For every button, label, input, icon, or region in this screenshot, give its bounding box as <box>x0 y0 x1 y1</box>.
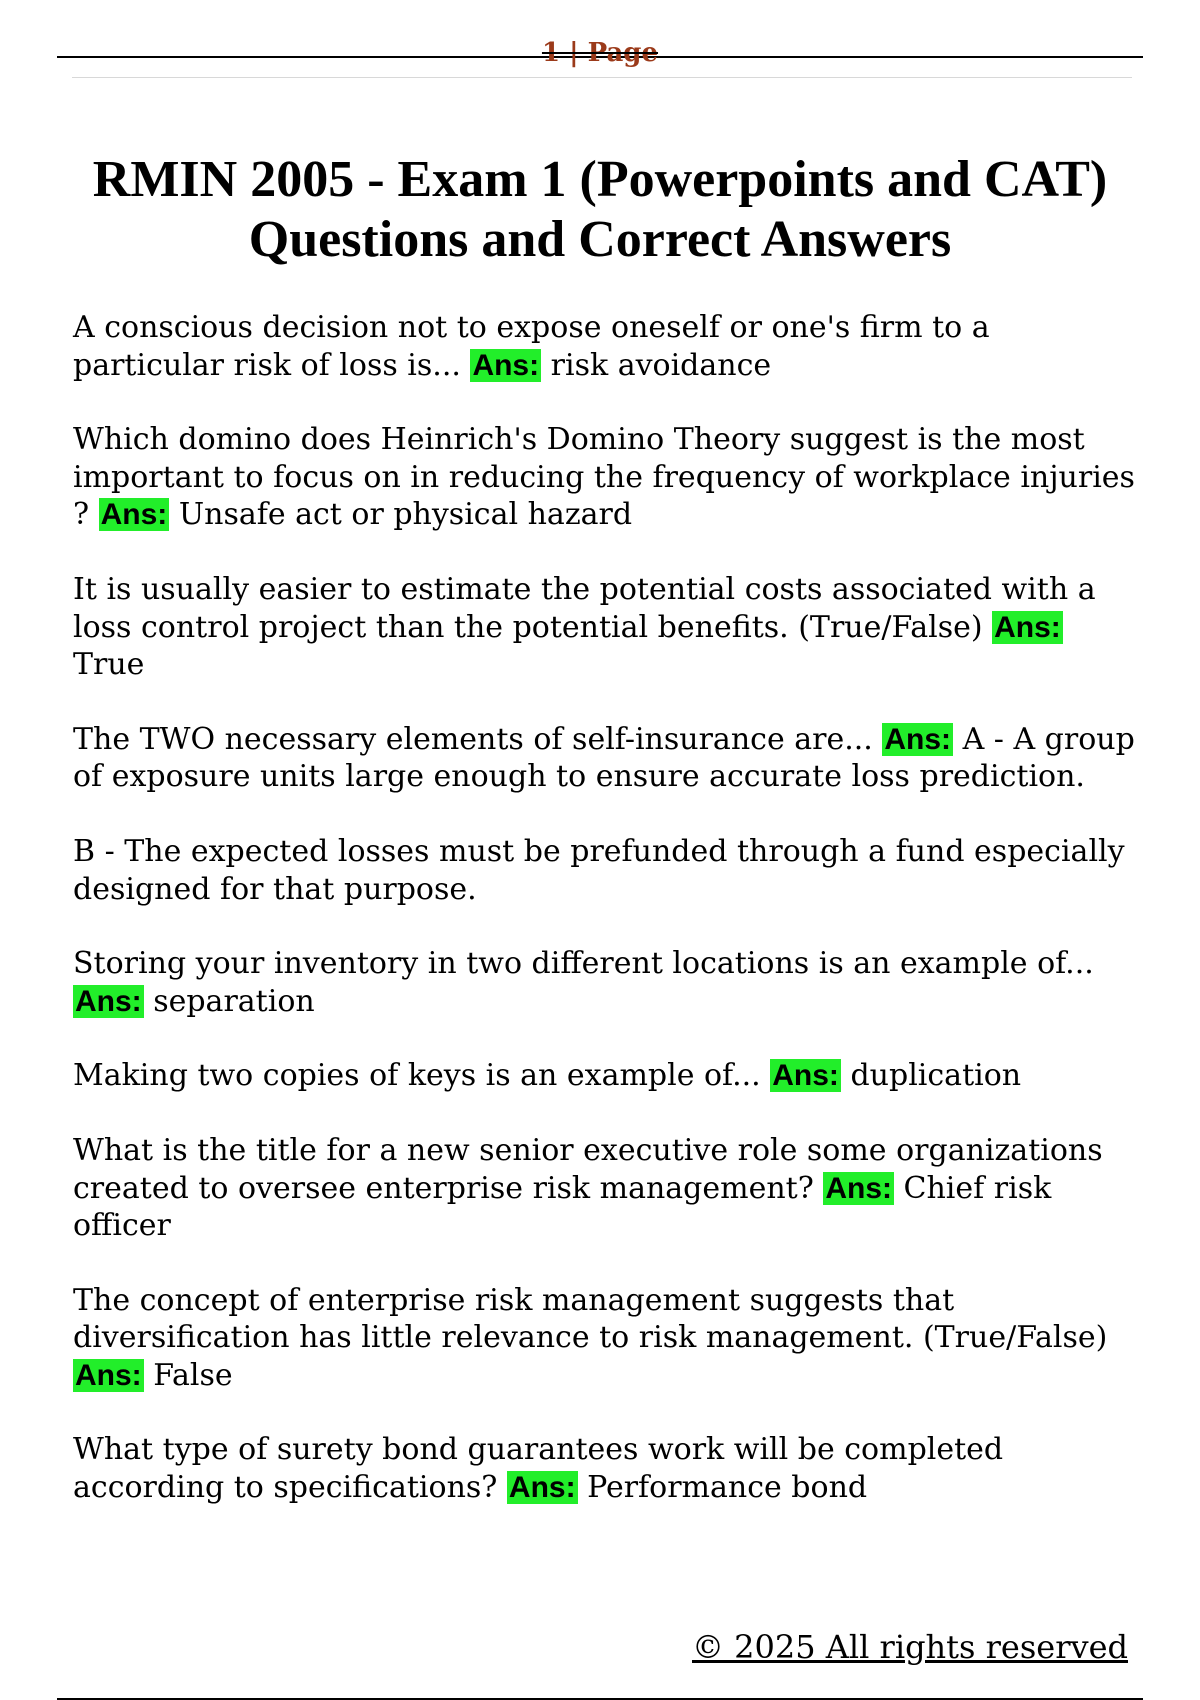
question-text: What type of surety bond guarantees work will be completed according to specifications? <box>73 1432 1004 1506</box>
ans-label: Ans: <box>825 1171 892 1205</box>
ans-label: Ans: <box>884 722 952 756</box>
answer-text: Performance bond <box>577 1470 868 1506</box>
qa-list <box>73 309 1138 1544</box>
question-text: B - The expected losses must be prefunded through a fund especially designed for that purpose. <box>73 833 1125 907</box>
answer-text: A - A group of exposure units large enough to ensure accurate loss prediction. <box>73 721 1135 795</box>
ans-label: Ans: <box>994 610 1061 644</box>
ans-label: Ans: <box>100 498 168 532</box>
qa-item <box>73 945 1138 1020</box>
qa-item <box>73 1431 1138 1506</box>
question-text: The concept of enterprise risk management suggests that diversification has little relevance to risk management. (True/False) <box>73 1282 1108 1356</box>
answer-text: True <box>73 647 145 683</box>
ans-label: Ans: <box>508 1471 576 1505</box>
question-text: It is usually easier to estimate the potential costs associated with a loss control project than the potential benefits. (True/False) <box>73 571 1096 645</box>
qa-item <box>73 309 1138 384</box>
qa-item-continuation <box>73 833 1138 908</box>
answer-text: Chief risk officer <box>73 1170 1052 1244</box>
question-text: Storing your inventory in two different locations is an example of... <box>73 946 1094 982</box>
qa-item <box>73 571 1138 684</box>
question-text: A conscious decision not to expose oneself or one's firm to a particular risk of loss is... <box>73 310 990 383</box>
qa-item <box>73 1132 1138 1245</box>
answer-text: risk avoidance <box>541 347 772 383</box>
answer-text: separation <box>143 983 315 1019</box>
answer-text: duplication <box>840 1058 1022 1094</box>
answer-text: False <box>143 1357 233 1393</box>
qa-item <box>73 1282 1138 1395</box>
ans-label: Ans: <box>75 1358 142 1392</box>
qa-item <box>73 721 1138 796</box>
qa-item <box>73 421 1138 534</box>
ans-label: Ans: <box>772 1059 839 1093</box>
qa-item <box>73 1057 1138 1095</box>
header-subrule <box>72 77 1132 78</box>
answer-text: Unsafe act or physical hazard <box>169 497 633 533</box>
question-text: Making two copies of keys is an example of... <box>73 1058 771 1094</box>
question-text: Which domino does Heinrich's Domino Theory suggest is the most important to focus on in reducing the frequency of workplace injuries ? <box>73 422 1135 533</box>
ans-label: Ans: <box>75 984 142 1018</box>
question-text: What is the title for a new senior executive role some organizations created to oversee enterprise risk management? <box>73 1132 1103 1206</box>
ans-label: Ans: <box>472 348 540 382</box>
document-title: RMIN 2005 - Exam 1 (Powerpoints and CAT) Questions and Correct Answers <box>92 151 1108 268</box>
page-number-label: 1 | Page <box>541 38 659 68</box>
copyright-footer: © 2025 All rights reserved <box>692 1628 1128 1666</box>
question-text: The TWO necessary elements of self-insurance are... <box>73 721 883 757</box>
